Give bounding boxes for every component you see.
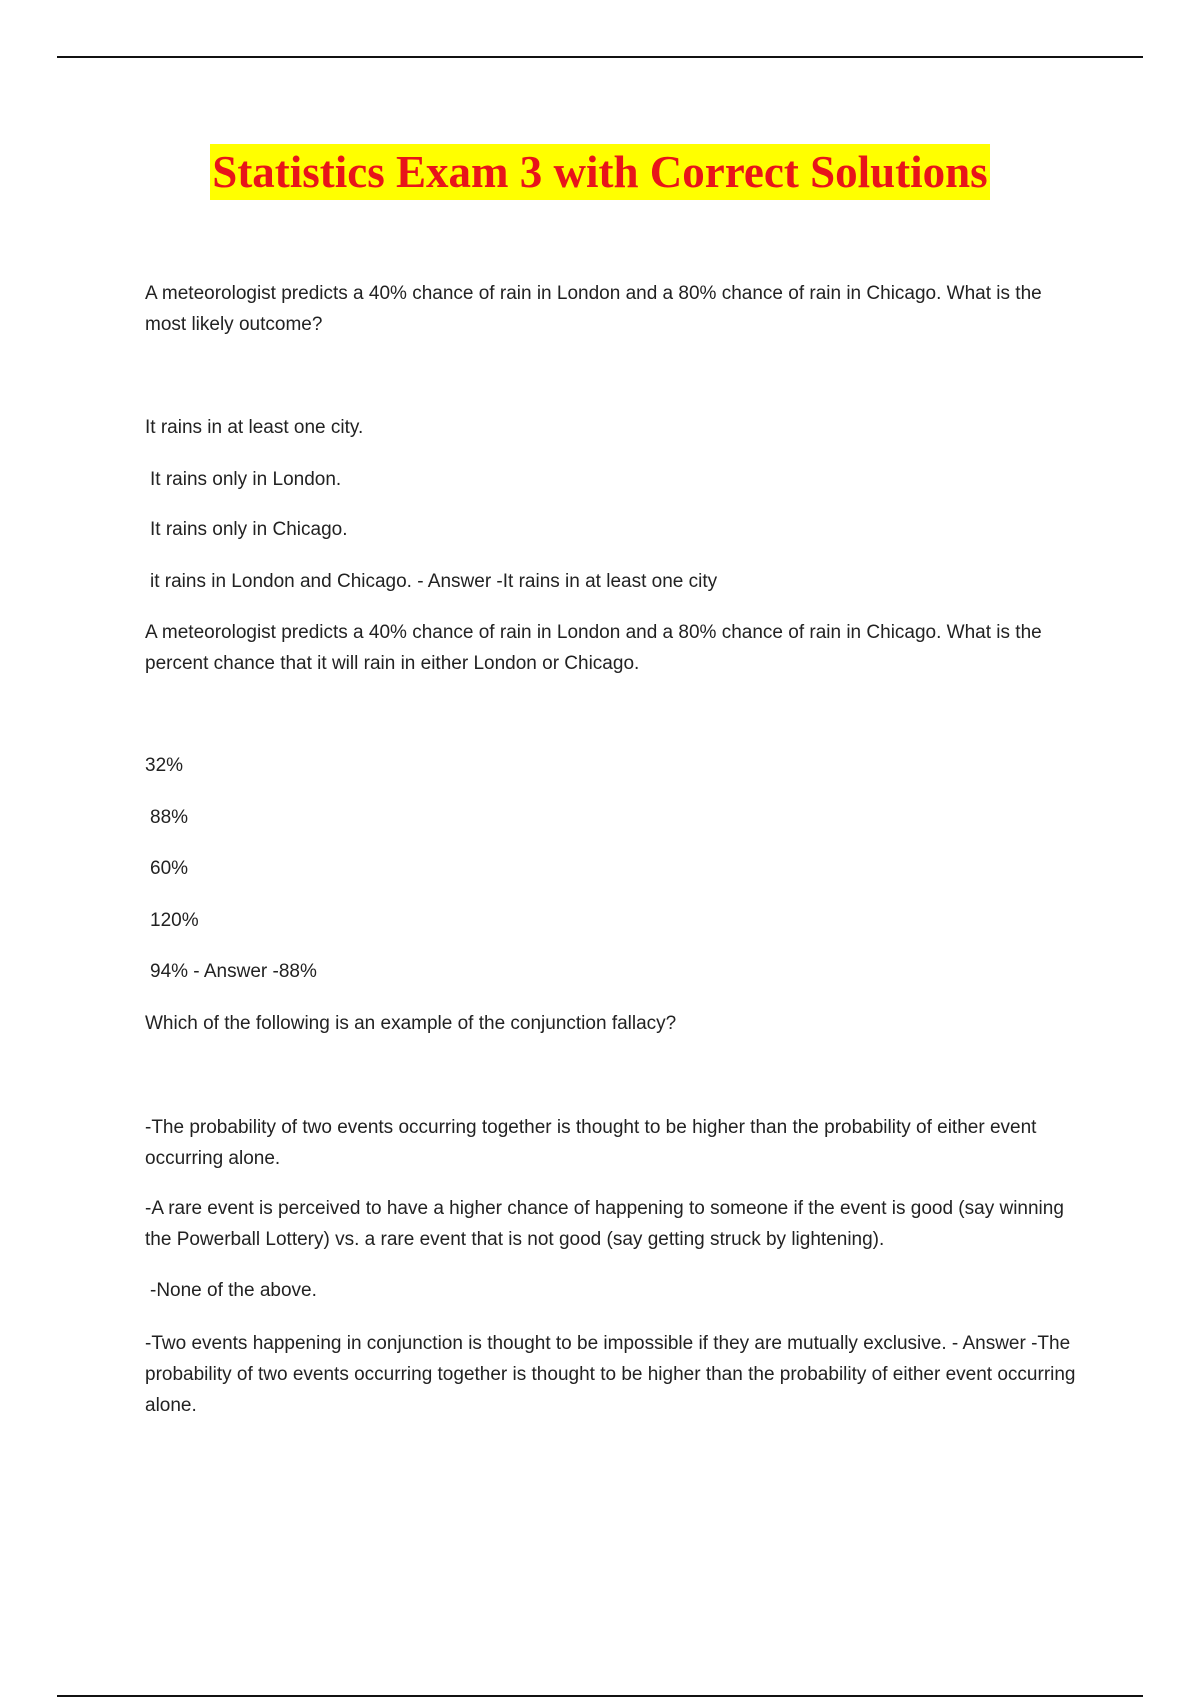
question-3-option-2: -A rare event is perceived to have a higher chance of happening to someone if the event is good (say winning the Powerball Lottery) vs. a rare event that is not good (say getting struck by lightening). xyxy=(145,1198,1064,1250)
header-rule xyxy=(57,56,1143,58)
footer-rule xyxy=(57,1695,1143,1697)
question-2-option-3: 60% xyxy=(150,858,189,879)
question-2-prompt: A meteorologist predicts a 40% chance of rain in London and a 80% chance of rain in Chicago. What is the percent chance that it will rain in either London or Chicago. xyxy=(145,622,1042,674)
title-container xyxy=(0,144,1200,200)
question-2-option-1: 32% xyxy=(145,755,184,776)
question-2-option-4: 120% xyxy=(150,910,199,931)
question-3-option-1: -The probability of two events occurring together is thought to be higher than the probability of either event occurring alone. xyxy=(145,1117,1037,1169)
question-1-option-1: It rains in at least one city. xyxy=(145,417,364,438)
question-3-option-4-answer: -Two events happening in conjunction is thought to be impossible if they are mutually exclusive. - Answer -The probability of two events occurring together is thought to be higher than the probability of either event occurring alone. xyxy=(145,1333,1076,1416)
question-3-option-3: -None of the above. xyxy=(150,1280,317,1301)
document-title: Statistics Exam 3 with Correct Solutions xyxy=(210,144,989,200)
question-1-prompt: A meteorologist predicts a 40% chance of rain in London and a 80% chance of rain in Chicago. What is the most likely outcome? xyxy=(145,283,1042,335)
question-2-option-2: 88% xyxy=(150,807,189,828)
question-2-option-5-answer: 94% - Answer -88% xyxy=(150,961,317,982)
question-1-option-3: It rains only in Chicago. xyxy=(150,519,348,540)
question-1-option-4-answer: it rains in London and Chicago. - Answer -It rains in at least one city xyxy=(150,571,718,592)
question-3-prompt: Which of the following is an example of the conjunction fallacy? xyxy=(145,1013,677,1034)
question-1-option-2: It rains only in London. xyxy=(150,469,342,490)
